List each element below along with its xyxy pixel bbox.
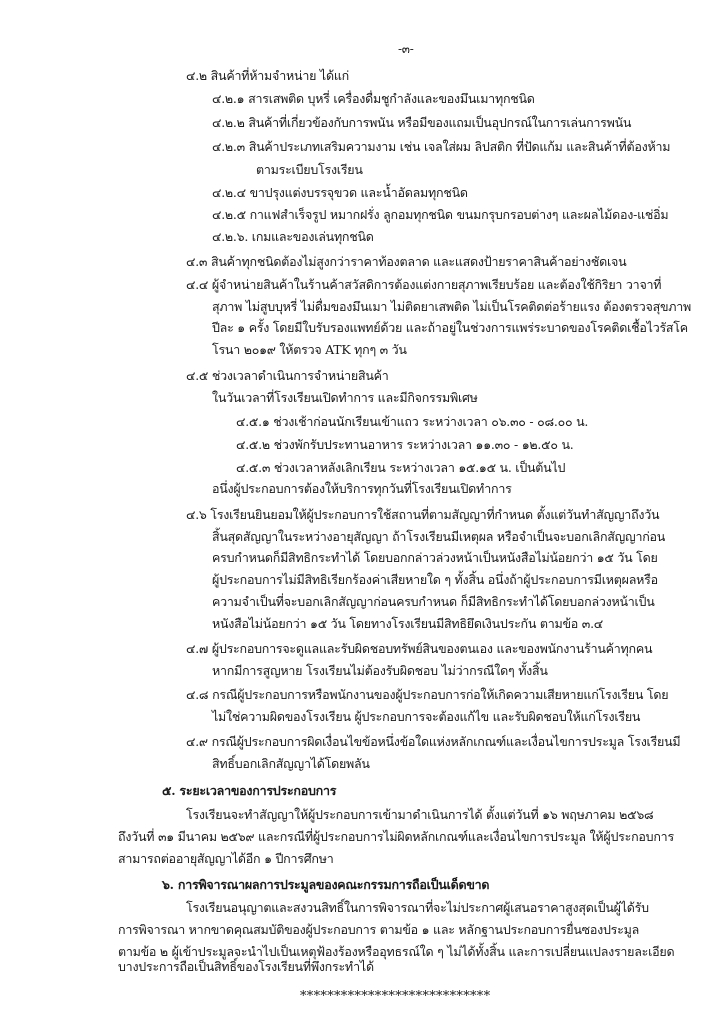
paragraph-line: สิ้นสุดสัญญาในระหว่างอายุสัญญา ถ้าโรงเรียนมีเหตุผล หรือจำเป็นจะบอกเลิกสัญญาก่อน [212,528,666,544]
section-title: ช่วงเวลาดำเนินการจำหน่ายสินค้า [211,367,389,383]
list-item [212,228,374,246]
section-text: ผู้จำหน่ายสินค้าในร้านค้าสวัสดิการต้องแต่งกายสุภาพเรียบร้อย และต้องใช้กิริยา วาจาที่ [211,276,662,292]
section-6-heading: ๖. การพิจารณาผลการประมูลของคณะกรรมการถือเป็นเด็ดขาด [162,877,490,893]
item-text: ขาปรุงแต่งบรรจุขวด และน้ำอัดลมทุกชนิด [249,184,468,200]
section-number: ๔.๔ [186,276,209,292]
paragraph-line: โรงเรียนอนุญาตและสงวนสิทธิ์ในการพิจารณาที่จะไม่ประกาศผู้เสนอราคาสูงสุดเป็นผู้ได้รับ [186,900,649,916]
paragraph-line: โรนา ๒๐๑๙ ให้ตรวจ ATK ทุกๆ ๓ วัน [212,342,407,358]
list-item [236,436,573,454]
paragraph-line: สิทธิ์บอกเลิกสัญญาได้โดยพลัน [212,755,370,771]
item-text: สินค้าประเภทเสริมความงาม เช่น เจลใส่ผม ลิปสติก ที่ปัดแก้ม และสินค้าที่ต้องห้าม [248,138,671,154]
item-number: ๔.๒.๒ [212,115,245,131]
item-text: ช่วงพักรับประทานอาหาร ระหว่างเวลา ๑๑.๓๐ - ๑๒.๕๐ น. [273,437,574,453]
page-number: -๓- [398,42,414,56]
item-text: สินค้าที่เกี่ยวข้องกับการพนัน หรือมีของแถมเป็นอุปกรณ์ในการเล่นการพนัน [248,115,632,131]
section-4-9 [186,733,680,751]
list-item [212,184,468,202]
section-4-5-heading [186,367,389,385]
list-item [236,459,565,477]
item-number: ๔.๒.๕ [212,207,246,223]
section-number: ๔.๘ [186,687,209,703]
section-subtitle: ในวันเวลาที่โรงเรียนเปิดทำการ และมีกิจกรรมพิเศษ [212,389,478,405]
list-item [212,114,631,132]
item-text: กาแฟสำเร็จรูป หมากฝรั่ง ลูกอมทุกชนิด ขนมกรุบกรอบต่างๆ และผลไม้ดอง-แช่อิ่ม [249,207,669,223]
item-continuation: ตามระเบียบโรงเรียน [256,161,363,177]
item-text: สารเสพติด บุหรี่ เครื่องดื่มชูกำลังและของมึนเมาทุกชนิด [248,91,535,107]
section-number: ๔.๒ [186,67,207,83]
item-number: ๔.๒.๑ [212,91,245,107]
section-note: อนึ่งผู้ประกอบการต้องให้บริการทุกวันที่โรงเรียนเปิดทำการ [212,481,512,496]
section-text: กรณีผู้ประกอบการผิดเงื่อนไขข้อหนึ่งข้อใดแห่งหลักเกณฑ์และเงื่อนไขการประมูล โรงเรียนมี [211,733,681,749]
paragraph-line: ผู้ประกอบการไม่มีสิทธิเรียกร้องค่าเสียหายใด ๆ ทั้งสิ้น อนึ่งถ้าผู้ประกอบการมีเหตุผลหรือ [212,572,658,588]
item-number: ๔.๒.๖. [212,229,249,245]
item-number: ๔.๒.๓ [212,138,245,154]
paragraph-line: สามารถต่ออายุสัญญาได้อีก ๑ ปีการศึกษา [118,850,334,866]
list-item [212,90,535,108]
paragraph-line: บางประการถือเป็นสิทธิ์ของโรงเรียนที่พึงกระทำได้ [118,959,374,974]
end-mark: **************************** [300,989,491,1004]
item-text: ช่วงเช้าก่อนนักเรียนเข้าแถว ระหว่างเวลา ๐๖.๓๐ - ๐๘.๐๐ น. [273,413,589,429]
paragraph-line: โรงเรียนจะทำสัญญาให้ผู้ประกอบการเข้ามาดำเนินการได้ ตั้งแต่วันที่ ๑๖ พฤษภาคม ๒๕๖๘ [186,807,654,822]
section-number: ๔.๖ [186,506,207,522]
list-item [212,206,668,224]
list-item [212,138,670,156]
section-title: สินค้าที่ห้ามจำหน่าย ได้แก่ [210,67,349,83]
paragraph-line: สุภาพ ไม่สูบบุหรี่ ไม่ดื่มของมึนเมา ไม่ติดยาเสพติด ไม่เป็นโรคติดต่อร้ายแรง ต้องตรวจสุขภาพ [212,298,691,314]
paragraph-line: ครบกำหนดก็มีสิทธิกระทำได้ โดยบอกกล่าวล่วงหน้าเป็นหนังสือไม่น้อยกว่า ๑๕ วัน โดย [212,550,658,566]
item-text: ช่วงเวลาหลังเลิกเรียน ระหว่างเวลา ๑๕.๑๕ น. เป็นต้นไป [273,460,566,476]
list-item [236,413,588,431]
item-number: ๔.๕.๒ [236,437,270,453]
section-number: ๔.๓ [186,253,208,269]
item-number: ๔.๒.๔ [212,184,246,200]
section-number: ๔.๕ [186,367,209,383]
section-text: โรงเรียนยินยอมให้ผู้ประกอบการใช้สถานที่ตามสัญญาที่กำหนด ตั้งแต่วันทำสัญญาถึงวัน [210,506,660,522]
paragraph-line: หากมีการสูญหาย โรงเรียนไม่ต้องรับผิดชอบ ไม่ว่ากรณีใดๆ ทั้งสิ้น [212,662,548,678]
paragraph-line: ไม่ใช่ความผิดของโรงเรียน ผู้ประกอบการจะต้องแก้ไข และรับผิดชอบให้แก่โรงเรียน [212,709,641,725]
item-number: ๔.๕.๓ [236,460,271,476]
paragraph-line: การพิจารณา หากขาดคุณสมบัติของผู้ประกอบการ ตามข้อ ๑ และ หลักฐานประกอบการยื่นซองประมูล [118,921,639,937]
section-4-2-heading [186,67,349,85]
section-number: ๔.๗ [186,640,209,656]
section-4-3 [186,253,626,271]
paragraph-line: ถึงวันที่ ๓๑ มีนาคม ๒๕๖๙ และกรณีที่ผู้ประกอบการไม่ผิดหลักเกณฑ์และเงื่อนไขการประมูล ให้ผู้ประกอบการ [118,828,674,844]
section-4-6 [186,506,659,524]
section-text: สินค้าทุกชนิดต้องไม่สูงกว่าราคาท้องตลาด และแสดงป้ายราคาสินค้าอย่างชัดเจน [210,253,627,269]
item-text: เกมและของเล่นทุกชนิด [251,229,374,245]
paragraph-line: ตามข้อ ๒ ผู้เข้าประมูลจะนำไปเป็นเหตุฟ้องร้องหรืออุทธรณ์ใด ๆ ไม่ได้ทั้งสิ้น และการเปลี่ยนแปลงรายละเอียด [118,943,675,959]
paragraph-line: ปีละ ๑ ครั้ง โดยมีใบรับรองแพทย์ด้วย และถ้าอยู่ในช่วงการแพร่ระบาดของโรคติดเชื้อไวรัสโค [212,320,688,336]
section-text: กรณีผู้ประกอบการหรือพนักงานของผู้ประกอบการก่อให้เกิดความเสียหายแก่โรงเรียน โดย [212,687,669,703]
section-4-4 [186,276,661,294]
paragraph-line: ความจำเป็นที่จะบอกเลิกสัญญาก่อนครบกำหนด ก็มีสิทธิกระทำได้โดยบอกล่วงหน้าเป็น [212,594,655,610]
section-5-heading: ๕. ระยะเวลาของการประกอบการ [162,783,337,799]
section-text: ผู้ประกอบการจะดูแลและรับผิดชอบทรัพย์สินของตนเอง และของพนักงานร้านค้าทุกคน [211,640,653,656]
section-4-8 [186,686,668,704]
item-number: ๔.๕.๑ [236,413,270,429]
section-4-7 [186,640,652,658]
section-number: ๔.๙ [186,733,208,749]
paragraph-line: หนังสือไม่น้อยกว่า ๑๕ วัน โดยทางโรงเรียนมีสิทธิยึดเงินประกัน ตามข้อ ๓.๔ [212,615,603,631]
